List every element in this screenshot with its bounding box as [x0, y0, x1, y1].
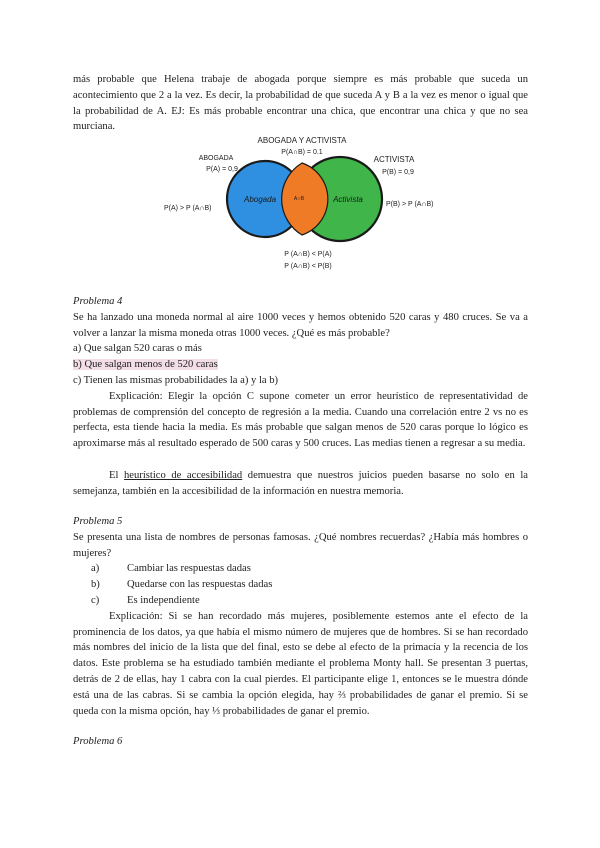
intro-block: [73, 72, 528, 135]
problem5-option: [73, 561, 528, 577]
venn-center-text: A∩B: [293, 196, 305, 202]
venn-left-inequality: P(A) > P (A∩B): [164, 205, 212, 212]
problem5-question: Se presenta una lista de nombres de personas famosas. ¿Qué nombres recuerdas? ¿Había más hombres o mujeres?: [73, 531, 528, 559]
problem4-option-c: c) Tienen las mismas probabilidades la a) y la b): [73, 374, 279, 386]
option-marker: a): [91, 563, 100, 575]
option-marker: b): [91, 579, 100, 591]
problem5-option: [73, 593, 528, 609]
problem5-explanation: Explicación: Si se han recordado más mujeres, posiblemente estemos ante el efecto de la prominencia de los datos, ya que había el mismo número de mujeres que de hombres. Si se han recordado más nombres del inicio de la lista que del final, esto se debe al efecto de la primacía y la recencia de los datos. Este problema se ha estudiado también mediante el problema Monty hall. Se presentan 3 puertas, detrás de 2 de ellas, hay 1 cabra con la cual pierdes. El participante elige 1, entonces se le muestra dónde está una de las cabras. Si se cambia la opción elegida, hay ⅔ probabilidades de ganar el premio. Si se queda con la misma opción, hay ⅓ probabilidades de ganar el premio.: [73, 610, 528, 717]
problem4-question: Se ha lanzado una moneda normal al aire 1000 veces y hemos obtenido 520 caras y 480 cruces. Se va a volver a lanzar la misma moneda otras 1000 veces. ¿Qué es más probable?: [73, 311, 528, 339]
accesibility-post: demuestra que nuestros juicios pueden basarse no solo en la semejanza, también en la accesibilidad de la información en nuestra memoria.: [73, 469, 528, 497]
venn-left-label: ABOGADA: [198, 155, 234, 162]
problem4-heading: Problema 4: [73, 296, 123, 307]
venn-right-inequality: P(B) > P (A∩B): [386, 201, 434, 208]
problem6-heading: Problema 6: [73, 736, 123, 747]
option-text: Es independiente: [127, 594, 200, 606]
venn-right-label: ACTIVISTA: [373, 155, 415, 164]
venn-title: ABOGADA Y ACTIVISTA: [257, 136, 347, 145]
venn-left-prob: P(A) = 0,9: [206, 166, 238, 173]
venn-diagram: [150, 130, 450, 280]
venn-right-prob: P(B) = 0,9: [382, 169, 414, 176]
option-marker: c): [91, 594, 100, 606]
venn-bottom-line2: P (A∩B) < P(B): [284, 263, 332, 270]
intro-paragraph: más probable que Helena trabaje de abogada porque siempre es más probable que suceda un acontecimiento que 2 a la vez. Es decir, la probabilidad de que suceda A y B a la vez es menor o igual que la probabilidad de A. EJ: Es más probable encontrar una chica, que encontrar una chica y que no sea murciana.: [73, 74, 528, 133]
option-text: Cambiar las respuestas dadas: [127, 563, 251, 575]
option-text: Quedarse con las respuestas dadas: [127, 579, 273, 591]
problem5-options: [73, 561, 528, 608]
problem4-accesibility-paragraph: [73, 468, 528, 500]
problem4-option-a: a) Que salgan 520 caras o más: [73, 343, 202, 355]
venn-left-circle-text: Abogada: [243, 195, 277, 204]
problem6-block: [73, 734, 528, 750]
venn-right-circle-text: Activista: [333, 195, 363, 204]
problem4-block: [73, 294, 528, 499]
problem5-option: [73, 577, 528, 593]
venn-bottom-line1: P (A∩B) < P(A): [284, 251, 332, 258]
problem5-block: [73, 514, 528, 719]
accesibility-pre: El: [109, 469, 124, 481]
problem5-heading: Problema 5: [73, 516, 123, 527]
problem4-option-b: b) Que salgan menos de 520 caras: [73, 359, 218, 371]
accesibility-link: heurístico de accesibilidad: [124, 469, 243, 481]
problem4-explanation: Explicación: Elegir la opción C supone cometer un error heurístico de representatividad de problemas de comprensión del concepto de regresión a la media. Cuando una correlación entre 2 vs no es perfecta, esta tiende hacia la media. Es más probable que salgan menos de 520 caras porque lo lógico es aproximarse más al resultado esperado de 500 caras y 500 cruces. Las medias tienen a regresar a su media.: [73, 390, 528, 450]
venn-intersection-prob: P(A∩B) = 0.1: [281, 149, 323, 156]
